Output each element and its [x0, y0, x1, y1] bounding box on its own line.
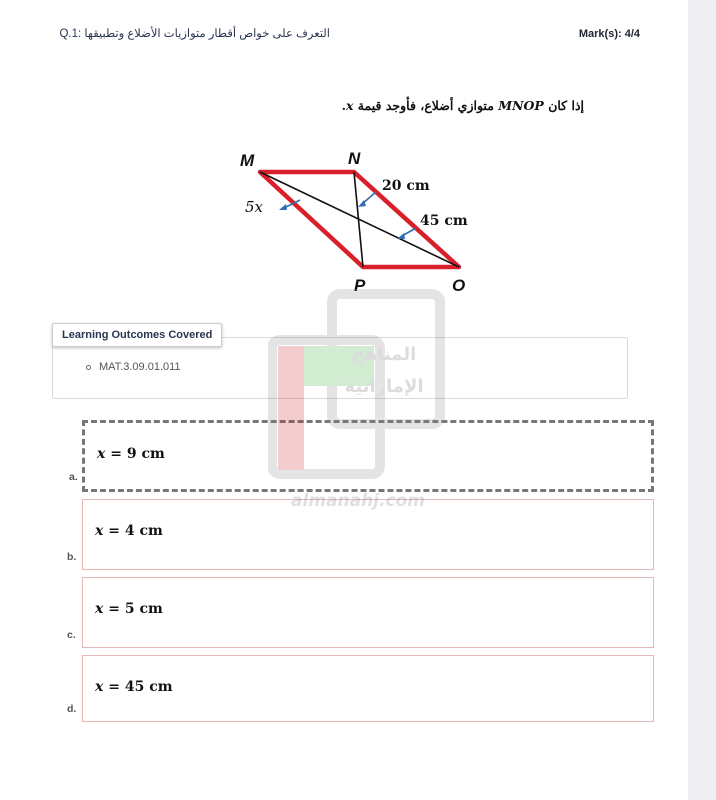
learning-outcome-item [86, 361, 181, 373]
option-value: = 4 cm [108, 523, 163, 539]
option-letter: d. [67, 703, 77, 715]
option-answer [97, 446, 165, 462]
option-answer [95, 679, 173, 695]
option-letter: b. [67, 551, 77, 563]
option-letter: c. [67, 629, 76, 641]
vertex-label-o: O [452, 276, 466, 295]
option-value: = 5 cm [108, 601, 163, 617]
question-header [0, 0, 688, 62]
learning-outcomes-title: Learning Outcomes Covered [52, 323, 222, 347]
question-suffix: . [341, 98, 346, 113]
option-answer [95, 523, 163, 539]
option-answer [95, 601, 163, 617]
option-value: = 9 cm [110, 446, 165, 462]
learning-outcome-code: MAT.3.09.01.011 [99, 361, 181, 373]
question-middle: متوازي أضلاع، فأوجد قيمة [357, 98, 494, 113]
question-variable: x [345, 98, 354, 113]
watermark-text-3: almanahj.com [291, 491, 425, 511]
vertex-label-p: P [354, 276, 366, 295]
option-letter: a. [69, 471, 78, 483]
label-45cm: 45 cm [420, 213, 468, 229]
marks-label: Mark(s): 4/4 [578, 28, 640, 40]
option-value: = 45 cm [108, 679, 173, 695]
label-20cm: 20 cm [382, 178, 430, 194]
option-variable: x [95, 601, 104, 617]
circle-bullet-icon [86, 365, 91, 370]
question-text [342, 98, 584, 113]
answer-option-d[interactable] [67, 655, 654, 722]
option-variable: x [95, 523, 104, 539]
watermark-text-2: الإماراتية [344, 376, 424, 397]
parallelogram-figure [236, 140, 486, 300]
question-shape-name: MNOP [498, 98, 544, 113]
answer-option-c[interactable] [67, 577, 654, 648]
question-prefix: إذا كان [548, 98, 584, 113]
answer-option-b[interactable] [67, 499, 654, 570]
question-title: التعرف على خواص أقطار متوازيات الأضلاع وتطبيقها :Q.1 [59, 28, 330, 40]
option-variable: x [97, 446, 106, 462]
vertex-label-n: N [348, 149, 361, 168]
vertex-label-m: M [240, 151, 255, 170]
label-5x: 5x [245, 198, 264, 216]
watermark-text-1: المناهج [351, 344, 417, 365]
answer-option-a[interactable] [69, 420, 654, 492]
option-variable: x [95, 679, 104, 695]
